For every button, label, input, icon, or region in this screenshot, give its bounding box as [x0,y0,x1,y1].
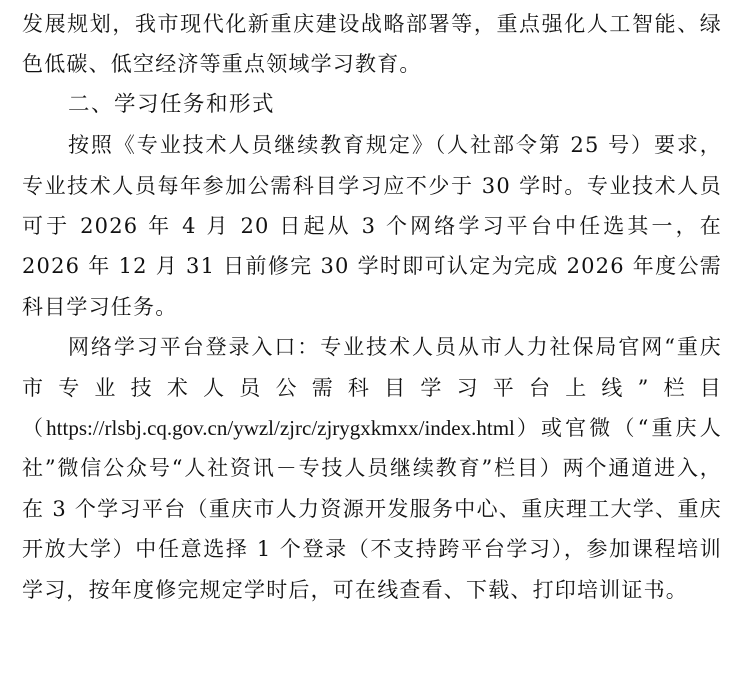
portal-url-link[interactable]: https://rlsbj.cq.gov.cn/ywzl/zjrc/zjrygxkmxx/index.html [46,416,515,441]
paragraph-development-plan: 发展规划，我市现代化新重庆建设战略部署等，重点强化人工智能、绿色低碳、低空经济等重点领域学习教育。 [22,12,722,77]
section-heading-tasks: 二、学习任务和形式 [68,91,276,117]
login-text-before-url: 网络学习平台登录入口：专业技术人员从市人力社保局官网“重庆市专业技术人员公需科目学习平台上线”栏目（ [22,335,722,441]
paragraph-learning-task: 按照《专业技术人员继续教育规定》（人社部令第 25 号）要求，专业技术人员每年参加公需科目学习应不少于 30 学时。专业技术人员可于 2026 年 4 月 20 日起从 3 个网络学习平台中任选其一，在 2026 年 12 月 31 日前修完 30 学时即可认定为完成 2026 年度公需科目学习任务。 [22,133,722,319]
login-text-after-url: ）或官微（“重庆人社”微信公众号“人社资讯－专技人员继续教育”栏目）两个通道进入，在 3 个学习平台（重庆市人力资源开发服务中心、重庆理工大学、重庆开放大学）中任意选择 1 个登录（不支持跨平台学习），参加课程培训学习，按年度修完规定学时后，可在线查看、下载、打印培训证书。 [22,416,722,602]
paragraph-login-entry [22,327,722,610]
document-page [22,4,722,610]
